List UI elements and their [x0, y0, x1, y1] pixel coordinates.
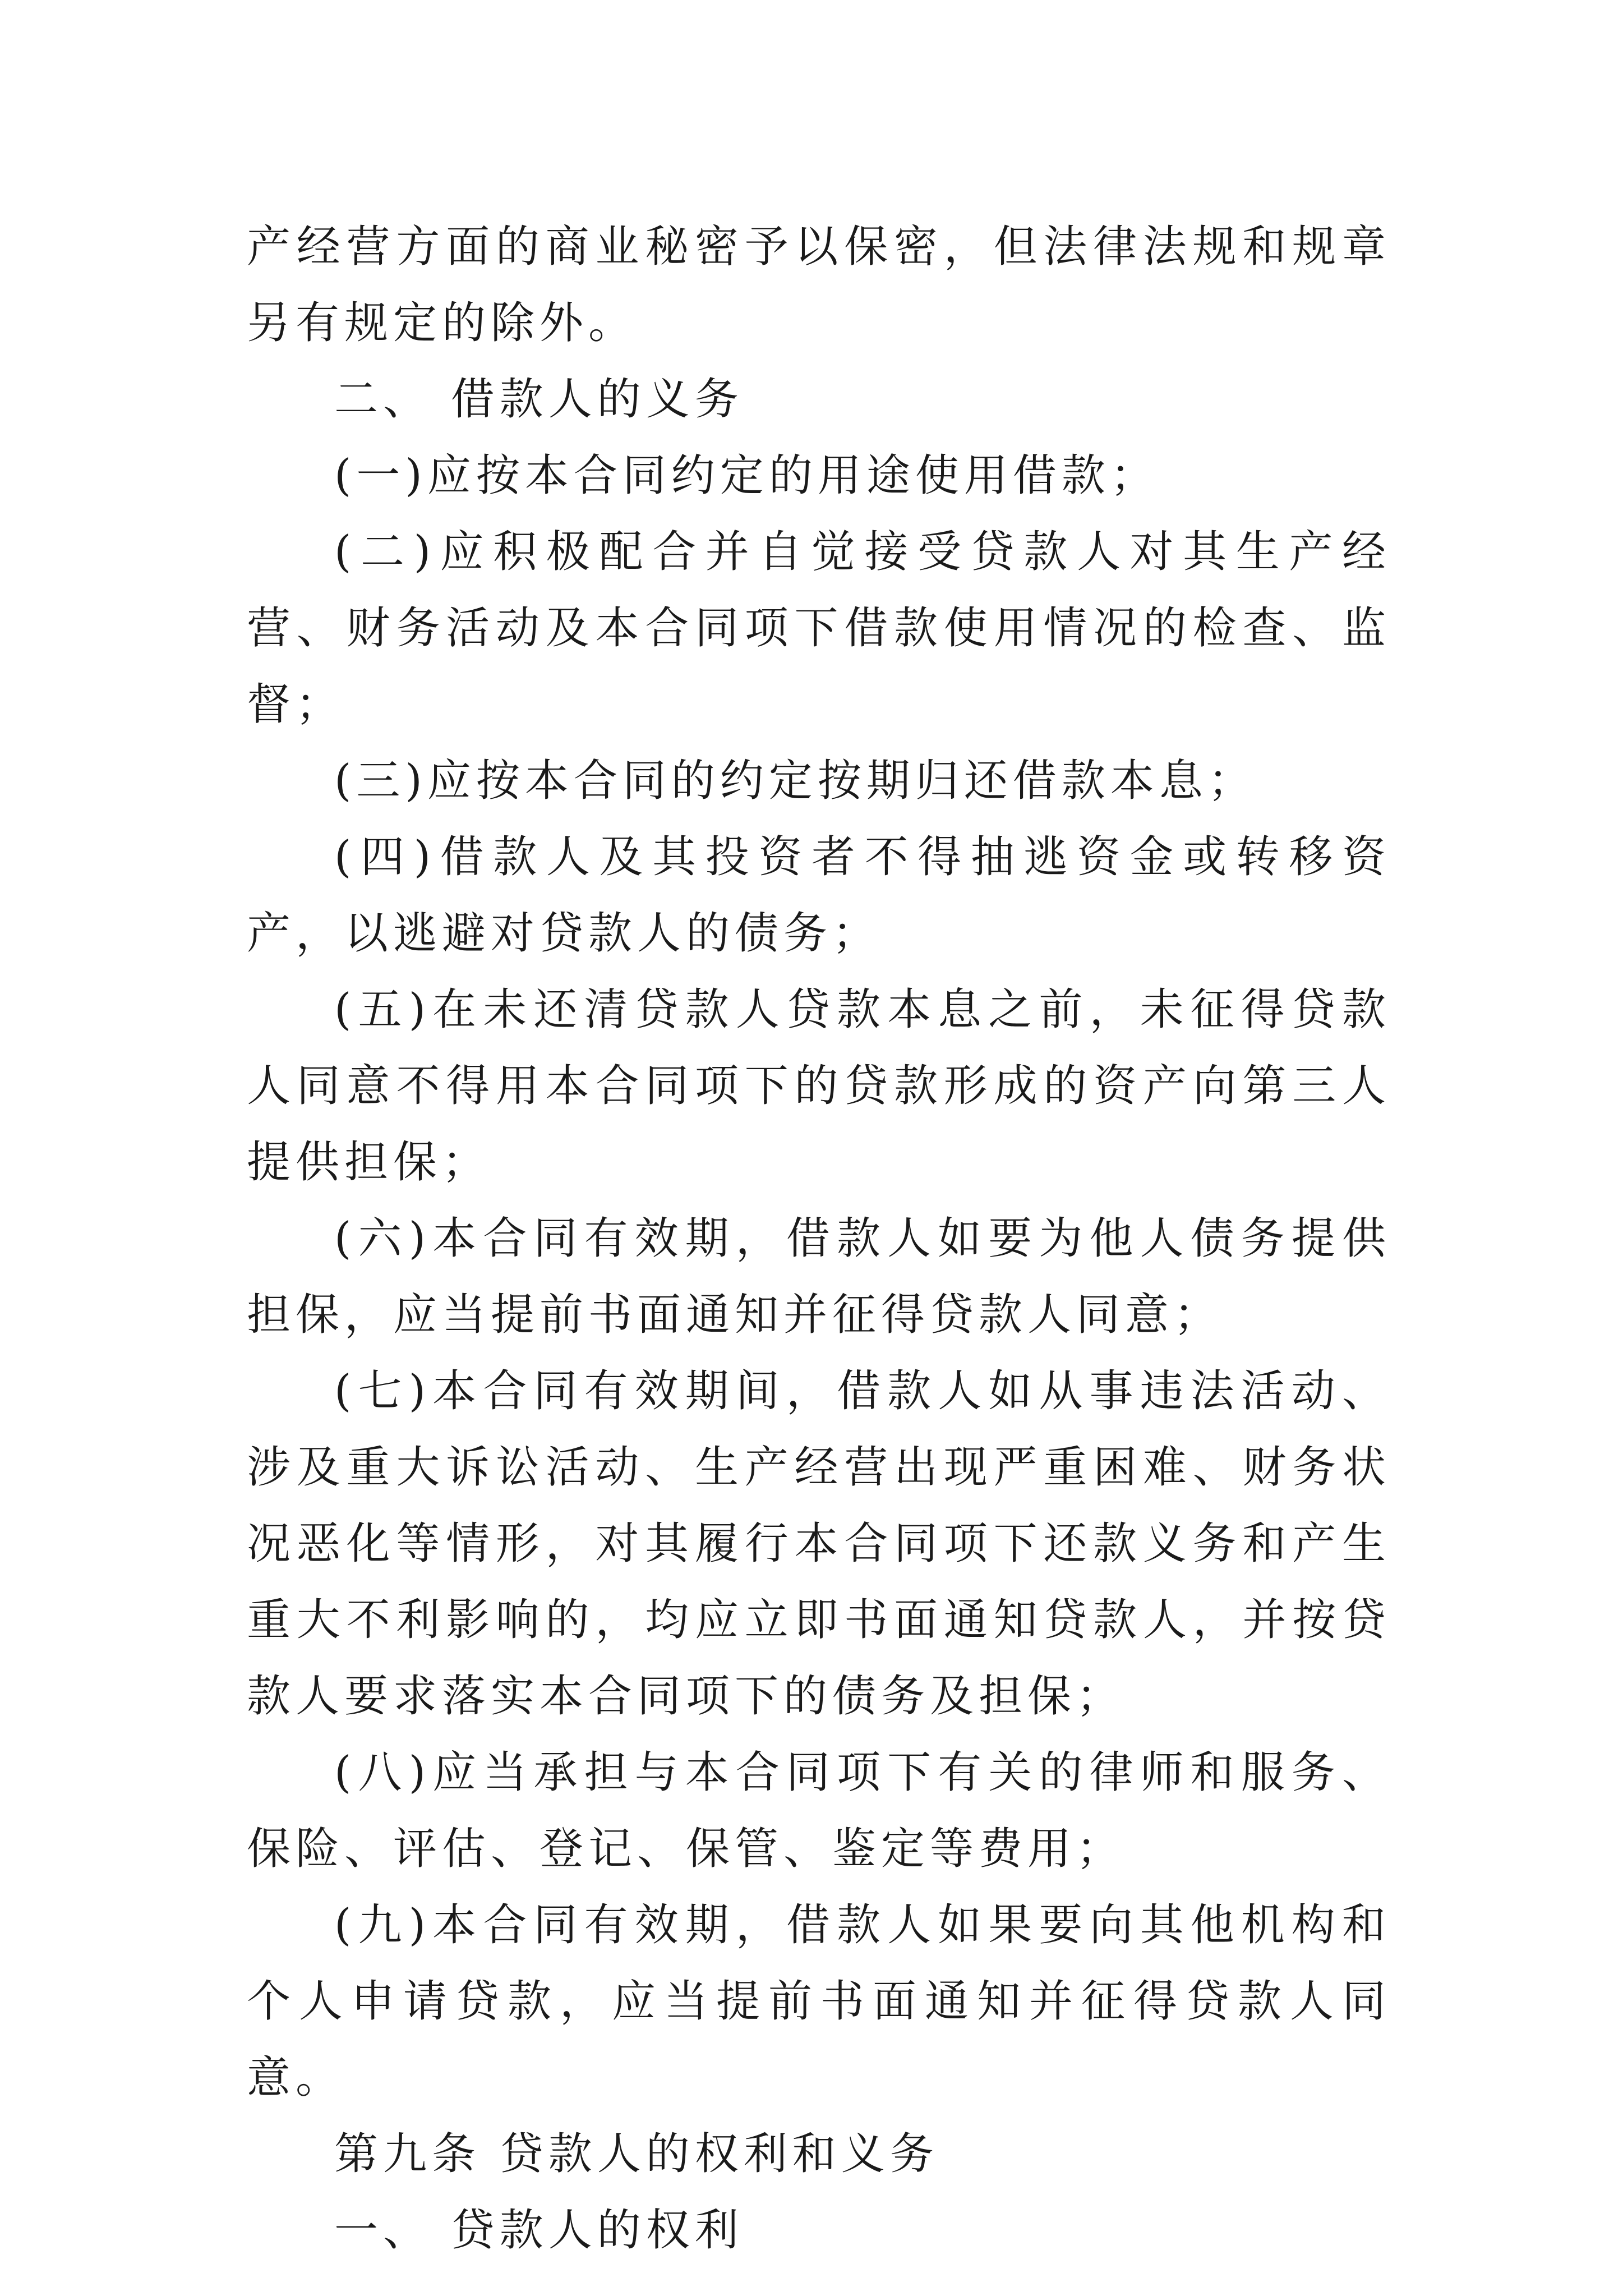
- obligation-item-5: (五)在未还清贷款人贷款本息之前，未征得贷款人同意不得用本合同项下的贷款形成的资产向第三人提供担保；: [247, 984, 1391, 1188]
- obligation-item-8: (八)应当承担与本合同项下有关的律师和服务、保险、评估、登记、保管、鉴定等费用；: [247, 1747, 1391, 1874]
- section-heading-borrower-obligations: 二、 借款人的义务: [334, 374, 744, 425]
- document-body: [247, 209, 1391, 2269]
- obligation-item-3: (三)应按本合同的约定按期归还借款本息；: [334, 756, 1257, 806]
- section-heading-lender-rights: 一、 贷款人的权利: [334, 2205, 744, 2256]
- obligation-item-6: (六)本合同有效期，借款人如要为他人债务提供担保，应当提前书面通知并征得贷款人同意；: [247, 1213, 1391, 1340]
- obligation-item-7: (七)本合同有效期间，借款人如从事违法活动、涉及重大诉讼活动、生产经营出现严重困难、财务状况恶化等情形，对其履行本合同项下还款义务和产生重大不利影响的，均应立即书面通知贷款人，并按贷款人要求落实本合同项下的债务及担保；: [247, 1366, 1391, 1722]
- continuation-paragraph: 产经营方面的商业秘密予以保密，但法律法规和规章另有规定的除外。: [247, 222, 1391, 348]
- obligation-item-2: (二)应积极配合并自觉接受贷款人对其生产经营、财务活动及本合同项下借款使用情况的检查、监督；: [247, 527, 1391, 730]
- obligation-item-4: (四)借款人及其投资者不得抽逃资金或转移资产，以逃避对贷款人的债务；: [247, 832, 1391, 959]
- obligation-item-9: (九)本合同有效期，借款人如果要向其他机构和个人申请贷款，应当提前书面通知并征得贷款人同意。: [247, 1900, 1391, 2103]
- obligation-item-1: (一)应按本合同约定的用途使用借款；: [334, 450, 1159, 501]
- article-heading-lender-rights: 第九条 贷款人的权利和义务: [334, 2129, 939, 2179]
